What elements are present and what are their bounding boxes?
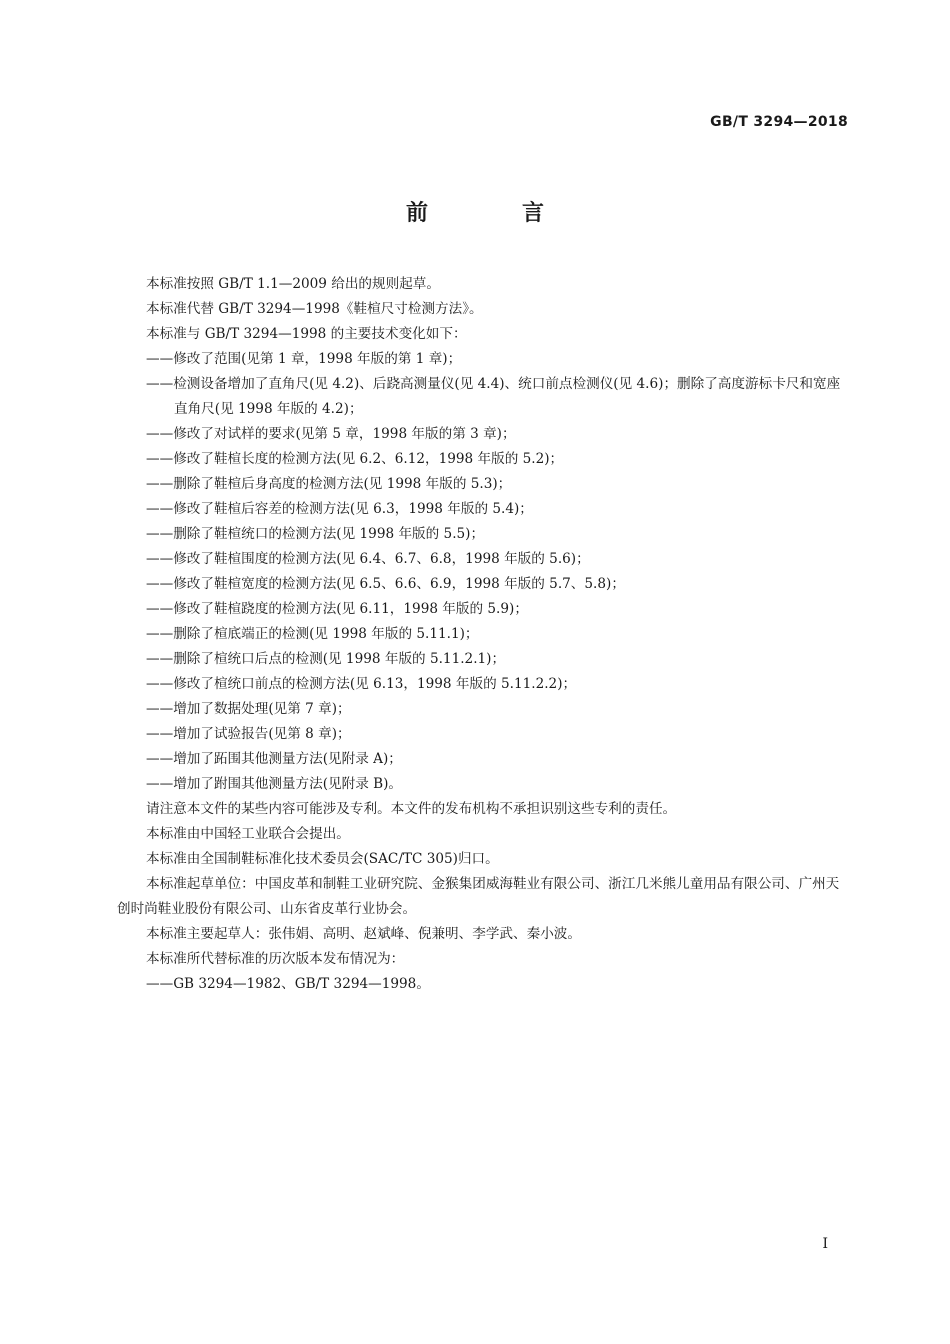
change-item: ——修改了范围(见第 1 章，1998 年版的第 1 章)； <box>146 351 462 367</box>
paragraph-committee: 本标准由全国制鞋标准化技术委员会(SAC/TC 305)归口。 <box>146 851 499 867</box>
change-item: ——增加了跗围其他测量方法(见附录 B)。 <box>146 776 403 792</box>
change-item: ——删除了鞋楦统口的检测方法(见 1998 年版的 5.5)； <box>146 526 485 542</box>
history-item: ——GB 3294—1982、GB/T 3294—1998。 <box>146 976 430 992</box>
paragraph-patent-notice: 请注意本文件的某些内容可能涉及专利。本文件的发布机构不承担识别这些专利的责任。 <box>146 801 677 817</box>
paragraph-drafting-units: 本标准起草单位：中国皮革和制鞋工业研究院、金猴集团威海鞋业有限公司、浙江几米熊儿童用品有限公司、广州天创时尚鞋业股份有限公司、山东省皮革行业协会。 <box>117 876 840 917</box>
change-item: ——修改了鞋楦后容差的检测方法(见 6.3，1998 年版的 5.4)； <box>146 501 533 517</box>
document-body <box>117 272 852 997</box>
paragraph-proposer: 本标准由中国轻工业联合会提出。 <box>146 826 350 842</box>
change-item: ——删除了楦统口后点的检测(见 1998 年版的 5.11.2.1)； <box>146 651 506 667</box>
change-item: ——检测设备增加了直角尺(见 4.2)、后跷高测量仪(见 4.4)、统口前点检测仪(见 4.6)；删除了高度游标卡尺和宽座直角尺(见 1998 年版的 4.2)； <box>146 376 841 417</box>
change-item: ——修改了鞋楦跷度的检测方法(见 6.11，1998 年版的 5.9)； <box>146 601 528 617</box>
change-item: ——增加了数据处理(见第 7 章)； <box>146 701 351 717</box>
change-item: ——修改了楦统口前点的检测方法(见 6.13，1998 年版的 5.11.2.2)； <box>146 676 577 692</box>
change-item: ——增加了试验报告(见第 8 章)； <box>146 726 351 742</box>
change-item: ——删除了楦底端正的检测(见 1998 年版的 5.11.1)； <box>146 626 479 642</box>
page-number: I <box>822 1236 828 1252</box>
paragraph-drafting-rules: 本标准按照 GB/T 1.1—2009 给出的规则起草。 <box>146 276 440 292</box>
page-title: 前 言 <box>405 201 580 226</box>
change-item: ——修改了鞋楦宽度的检测方法(见 6.5、6.6、6.9，1998 年版的 5.7、5.8)； <box>146 576 625 592</box>
change-item: ——删除了鞋楦后身高度的检测方法(见 1998 年版的 5.3)； <box>146 476 512 492</box>
standard-code: GB/T 3294—2018 <box>710 114 848 130</box>
paragraph-history-intro: 本标准所代替标准的历次版本发布情况为： <box>146 951 405 967</box>
paragraph-changes-intro: 本标准与 GB/T 3294—1998 的主要技术变化如下： <box>146 326 467 342</box>
change-item: ——修改了对试样的要求(见第 5 章，1998 年版的第 3 章)； <box>146 426 516 442</box>
change-item: ——修改了鞋楦长度的检测方法(见 6.2、6.12，1998 年版的 5.2)； <box>146 451 564 467</box>
change-item: ——增加了跖围其他测量方法(见附录 A)； <box>146 751 402 767</box>
paragraph-drafters: 本标准主要起草人：张伟娟、高明、赵斌峰、倪兼明、李学武、秦小波。 <box>146 926 581 942</box>
change-item: ——修改了鞋楦围度的检测方法(见 6.4、6.7、6.8，1998 年版的 5.6)； <box>146 551 590 567</box>
paragraph-replaces: 本标准代替 GB/T 3294—1998《鞋楦尺寸检测方法》。 <box>146 301 483 317</box>
